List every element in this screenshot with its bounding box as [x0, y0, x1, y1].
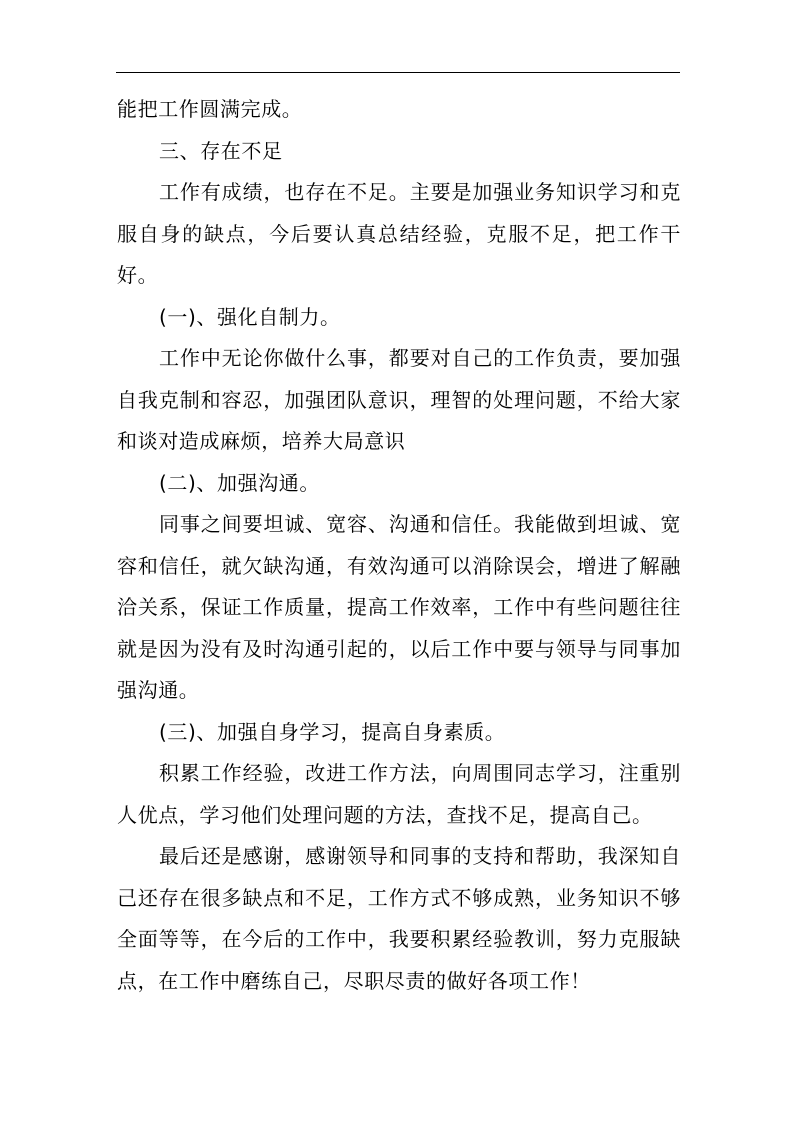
section-heading-shortcomings: 三、存在不足: [159, 138, 283, 163]
paragraph-communication: 同事之间要坦诚、宽容、沟通和信任。我能做到坦诚、宽容和信任，就欠缺沟通，有效沟通可以消除误会，增进了解融洽关系，保证工作质量，提高工作效率，工作中有些问题往往就是因为没有及时沟通引起的，以后工作中要与领导与同事加强沟通。: [117, 512, 681, 702]
paragraph-self-control: 工作中无论你做什么事，都要对自己的工作负责，要加强自我克制和容忍，加强团队意识，理智的处理问题，不给大家和谈对造成麻烦，培养大局意识: [117, 346, 681, 453]
subheading-self-study: (三)、加强自身学习，提高自身素质。: [159, 719, 506, 744]
paragraph-self-study: 积累工作经验，改进工作方法，向周围同志学习，注重别人优点，学习他们处理问题的方法，查找不足，提高自己。: [117, 761, 681, 827]
subheading-self-control: (一)、强化自制力。: [159, 304, 341, 329]
paragraph-continuation: 能把工作圆满完成。: [117, 97, 303, 121]
paragraph-shortcomings: 工作有成绩，也存在不足。主要是加强业务知识学习和克服自身的缺点，今后要认真总结经验，克服不足，把工作干好。: [117, 180, 681, 287]
header-rule: [116, 72, 680, 73]
document-body: [117, 89, 681, 1002]
subheading-communication: (二)、加强沟通。: [159, 470, 321, 495]
paragraph-closing: 最后还是感谢，感谢领导和同事的支持和帮助，我深知自己还存在很多缺点和不足，工作方式不够成熟，业务知识不够全面等等，在今后的工作中，我要积累经验教训，努力克服缺点，在工作中磨练自己，尽职尽责的做好各项工作！: [117, 844, 681, 993]
